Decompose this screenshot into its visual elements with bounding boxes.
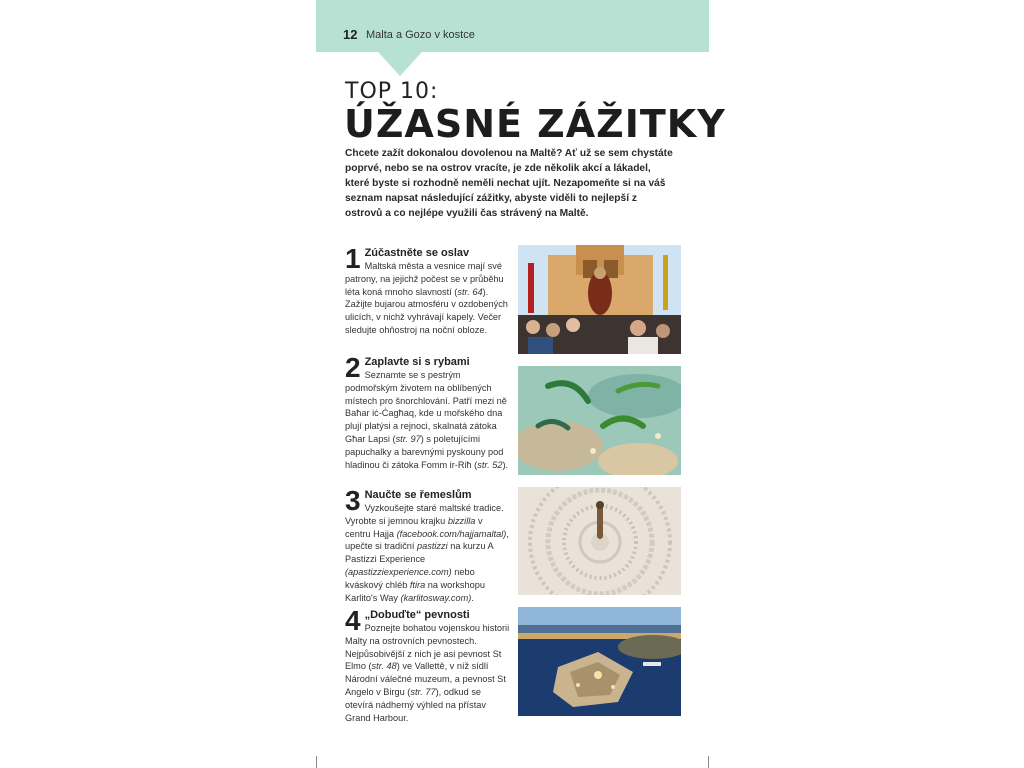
section-title: Malta a Gozo v kostce — [366, 29, 475, 41]
header-arrow-decoration — [378, 52, 422, 76]
header-band — [316, 0, 709, 52]
item-number: 4 — [345, 605, 361, 636]
guidebook-page — [316, 0, 726, 768]
item-number: 1 — [345, 243, 361, 274]
intro-paragraph: Chcete zažít dokonalou dovolenou na Maltě? Ať už se sem chystáte poprvé, nebo se na ostrov vracíte, je zde několik akcí a lákadel, které byste si rozhodně neměli nechat ujít. Nezapomeňte si na váš seznam napsat následující zážitky, abyste viděli to nejlepší z ostrovů a co nejlépe využili čas strávený na Maltě. — [345, 148, 673, 219]
item-number: 2 — [345, 352, 361, 383]
list-item-4 — [345, 607, 510, 724]
item-heading: Zaplavte si s rybami — [364, 356, 470, 368]
crop-mark-left — [316, 756, 317, 768]
item-heading: Naučte se řemeslům — [364, 489, 472, 501]
item-heading: Zúčastněte se oslav — [364, 247, 470, 259]
underwater-fish-photo — [518, 366, 681, 475]
fort-grand-harbour-photo — [518, 607, 681, 716]
item-text: Poznejte bohatou vojenskou historii Malty na ostrovních pevnostech. Nejpůsobivější z nich je asi pevnost St Elmo (str. 48) ve Vallettě, v níž sídlí Národní válečné muzeum, a pevnost St Angelo v Birgu (str. 77), odkud se otevírá nádherný výhled na přístav Grand Harbour. — [345, 623, 510, 723]
item-number: 3 — [345, 485, 361, 516]
page-title: ÚŽASNÉ ZÁŽITKY — [344, 102, 726, 146]
crop-mark-right — [708, 756, 709, 768]
bobbin-lace-photo — [518, 487, 681, 595]
item-text: Vyzkoušejte staré maltské tradice. Vyrobte si jemnou krajku bizzilla v centru Hajja (facebook.com/hajjamaltal), upečte si tradiční pastizzi na kurzu A Pastizzi Experience (apastizziexperience.com) nebo kváskový chléb ftira na workshopu Karlito's Way (karlitosway.com). — [345, 503, 509, 603]
village-festa-photo — [518, 245, 681, 354]
list-item-3 — [345, 487, 510, 604]
item-text: Maltská města a vesnice mají své patrony, na jejichž počest se v průběhu léta koná mnoho slavností (str. 64). Zažijte bujarou atmosféru v ozdobených ulicích, v nichž vyhrávají kapely. Večer sledujte ohňostroj na noční obloze. — [345, 261, 508, 335]
list-item-2 — [345, 354, 510, 471]
item-text: Seznamte se s pestrým podmořským životem na oblíbených místech pro šnorchlování. Patří mezi ně Baħar iċ-Ċagħaq, kde u mořského dna plují platýsi a rejnoci, skalnatá zátoka Għar Lapsi (str. 97) s poletujícími papuchalky a barevnými pyskouny pod hladinou či zátoka Fomm ir-Riħ (str. 52). — [345, 370, 509, 470]
item-heading: „Dobuďte“ pevnosti — [364, 609, 470, 621]
page-number: 12 — [343, 27, 358, 42]
top-label: TOP 10: — [345, 79, 439, 104]
list-item-1 — [345, 245, 510, 337]
